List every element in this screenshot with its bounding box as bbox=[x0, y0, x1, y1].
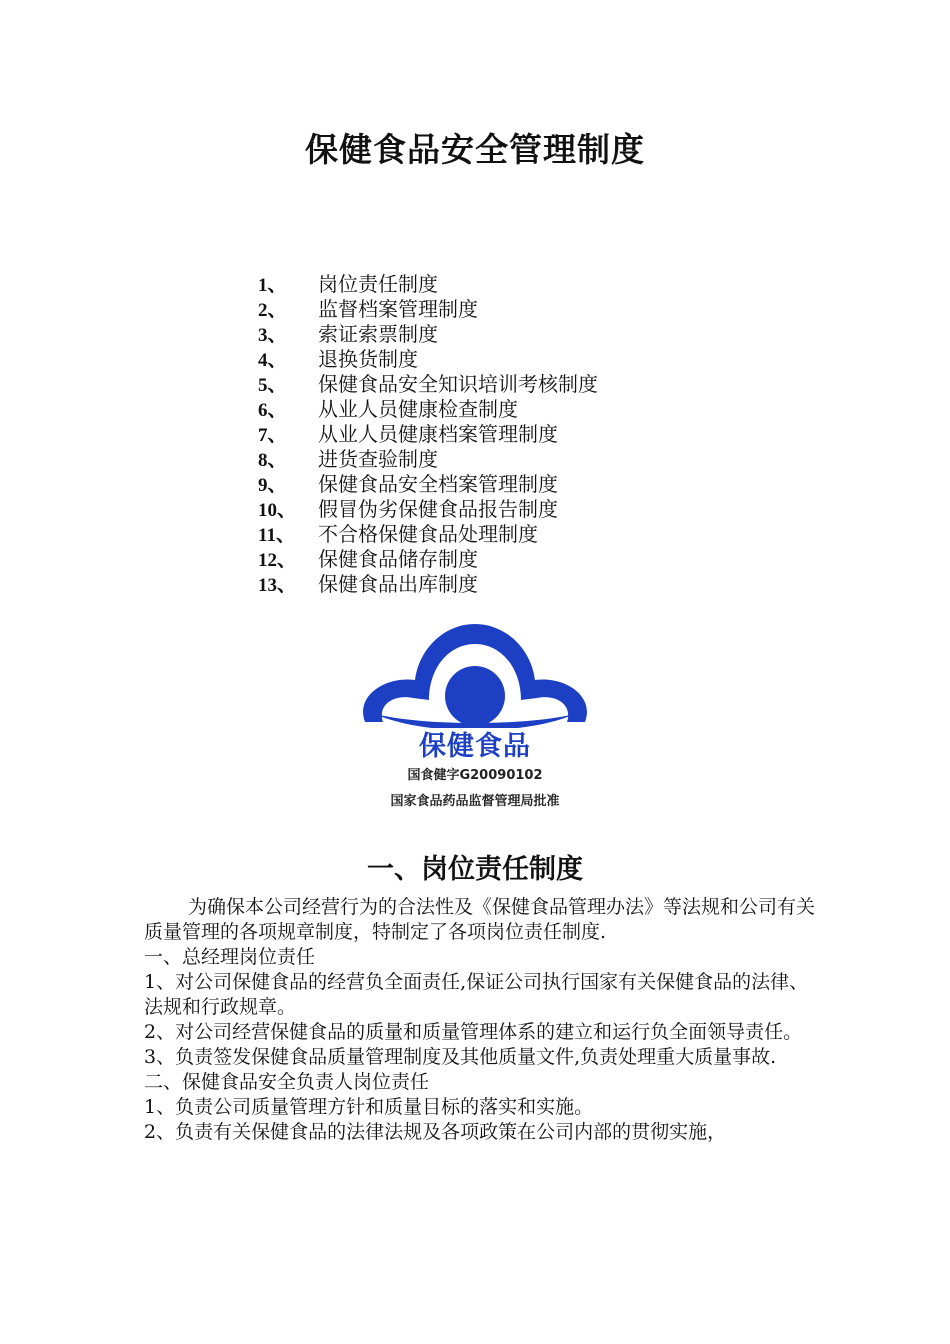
paragraph: 3、负责签发保健食品质量管理制度及其他质量文件,负责处理重大质量事故. bbox=[144, 1046, 777, 1068]
toc-item-number: 10、 bbox=[258, 500, 297, 521]
toc-item bbox=[258, 322, 598, 347]
toc-item bbox=[258, 472, 598, 497]
toc-item bbox=[258, 372, 598, 397]
toc-item-label: 保健食品安全档案管理制度 bbox=[318, 472, 558, 496]
section-body bbox=[144, 895, 816, 1145]
toc-item-label: 假冒伪劣保健食品报告制度 bbox=[318, 497, 558, 521]
toc-item-label: 从业人员健康档案管理制度 bbox=[318, 422, 558, 446]
document-title: 保健食品安全管理制度 bbox=[305, 130, 645, 169]
health-food-logo bbox=[345, 618, 605, 818]
toc-item-number: 11、 bbox=[258, 525, 295, 546]
table-of-contents bbox=[258, 272, 598, 597]
toc-item-number: 7、 bbox=[258, 425, 287, 446]
toc-item-label: 岗位责任制度 bbox=[318, 272, 438, 296]
toc-item-label: 退换货制度 bbox=[318, 347, 418, 371]
toc-item-number: 4、 bbox=[258, 350, 287, 371]
toc-item-number: 2、 bbox=[258, 300, 287, 321]
toc-item-number: 13、 bbox=[258, 575, 297, 596]
toc-item bbox=[258, 547, 598, 572]
logo-name: 保健食品 bbox=[419, 731, 531, 762]
toc-item-label: 保健食品出库制度 bbox=[318, 572, 478, 596]
toc-item-label: 保健食品储存制度 bbox=[318, 547, 478, 571]
paragraph: 1、负责公司质量管理方针和质量目标的落实和实施。 bbox=[144, 1096, 594, 1118]
paragraph: 2、负责有关保健食品的法律法规及各项政策在公司内部的贯彻实施， bbox=[144, 1121, 727, 1143]
health-food-emblem-icon bbox=[345, 618, 605, 728]
intro-paragraph: 为确保本公司经营行为的合法性及《保健食品管理办法》等法规和公司有关质量管理的各项规章制度，特制定了各项岗位责任制度. bbox=[144, 896, 816, 943]
toc-item bbox=[258, 272, 598, 297]
logo-agency: 国家食品药品监督管理局批准 bbox=[390, 794, 560, 809]
toc-item bbox=[258, 497, 598, 522]
toc-item-number: 6、 bbox=[258, 400, 287, 421]
toc-item-label: 不合格保健食品处理制度 bbox=[318, 522, 538, 546]
toc-item-number: 9、 bbox=[258, 475, 287, 496]
toc-item-number: 1、 bbox=[258, 275, 287, 296]
toc-item bbox=[258, 347, 598, 372]
toc-item bbox=[258, 447, 598, 472]
paragraph: 1、对公司保健食品的经营负全面责任,保证公司执行国家有关保健食品的法律、法规和行政规章。 bbox=[144, 971, 809, 1018]
toc-item-label: 索证索票制度 bbox=[318, 322, 438, 346]
toc-item-number: 12、 bbox=[258, 550, 297, 571]
subsection-heading: 二、保健食品安全负责人岗位责任 bbox=[144, 1071, 430, 1093]
toc-item bbox=[258, 397, 598, 422]
toc-item bbox=[258, 297, 598, 322]
subsection-heading: 一、总经理岗位责任 bbox=[144, 946, 316, 968]
section-heading: 一、岗位责任制度 bbox=[367, 854, 583, 885]
logo-approval-number: 国食健字G20090102 bbox=[407, 768, 543, 783]
paragraph: 2、对公司经营保健食品的质量和质量管理体系的建立和运行负全面领导责任。 bbox=[144, 1021, 803, 1043]
toc-item bbox=[258, 422, 598, 447]
toc-item-label: 监督档案管理制度 bbox=[318, 297, 478, 321]
toc-item-label: 进货查验制度 bbox=[318, 447, 438, 471]
toc-item-number: 8、 bbox=[258, 450, 287, 471]
toc-item-label: 从业人员健康检查制度 bbox=[318, 397, 518, 421]
toc-item-number: 5、 bbox=[258, 375, 287, 396]
toc-item bbox=[258, 522, 598, 547]
toc-item bbox=[258, 572, 598, 597]
toc-item-label: 保健食品安全知识培训考核制度 bbox=[318, 372, 598, 396]
toc-item-number: 3、 bbox=[258, 325, 287, 346]
